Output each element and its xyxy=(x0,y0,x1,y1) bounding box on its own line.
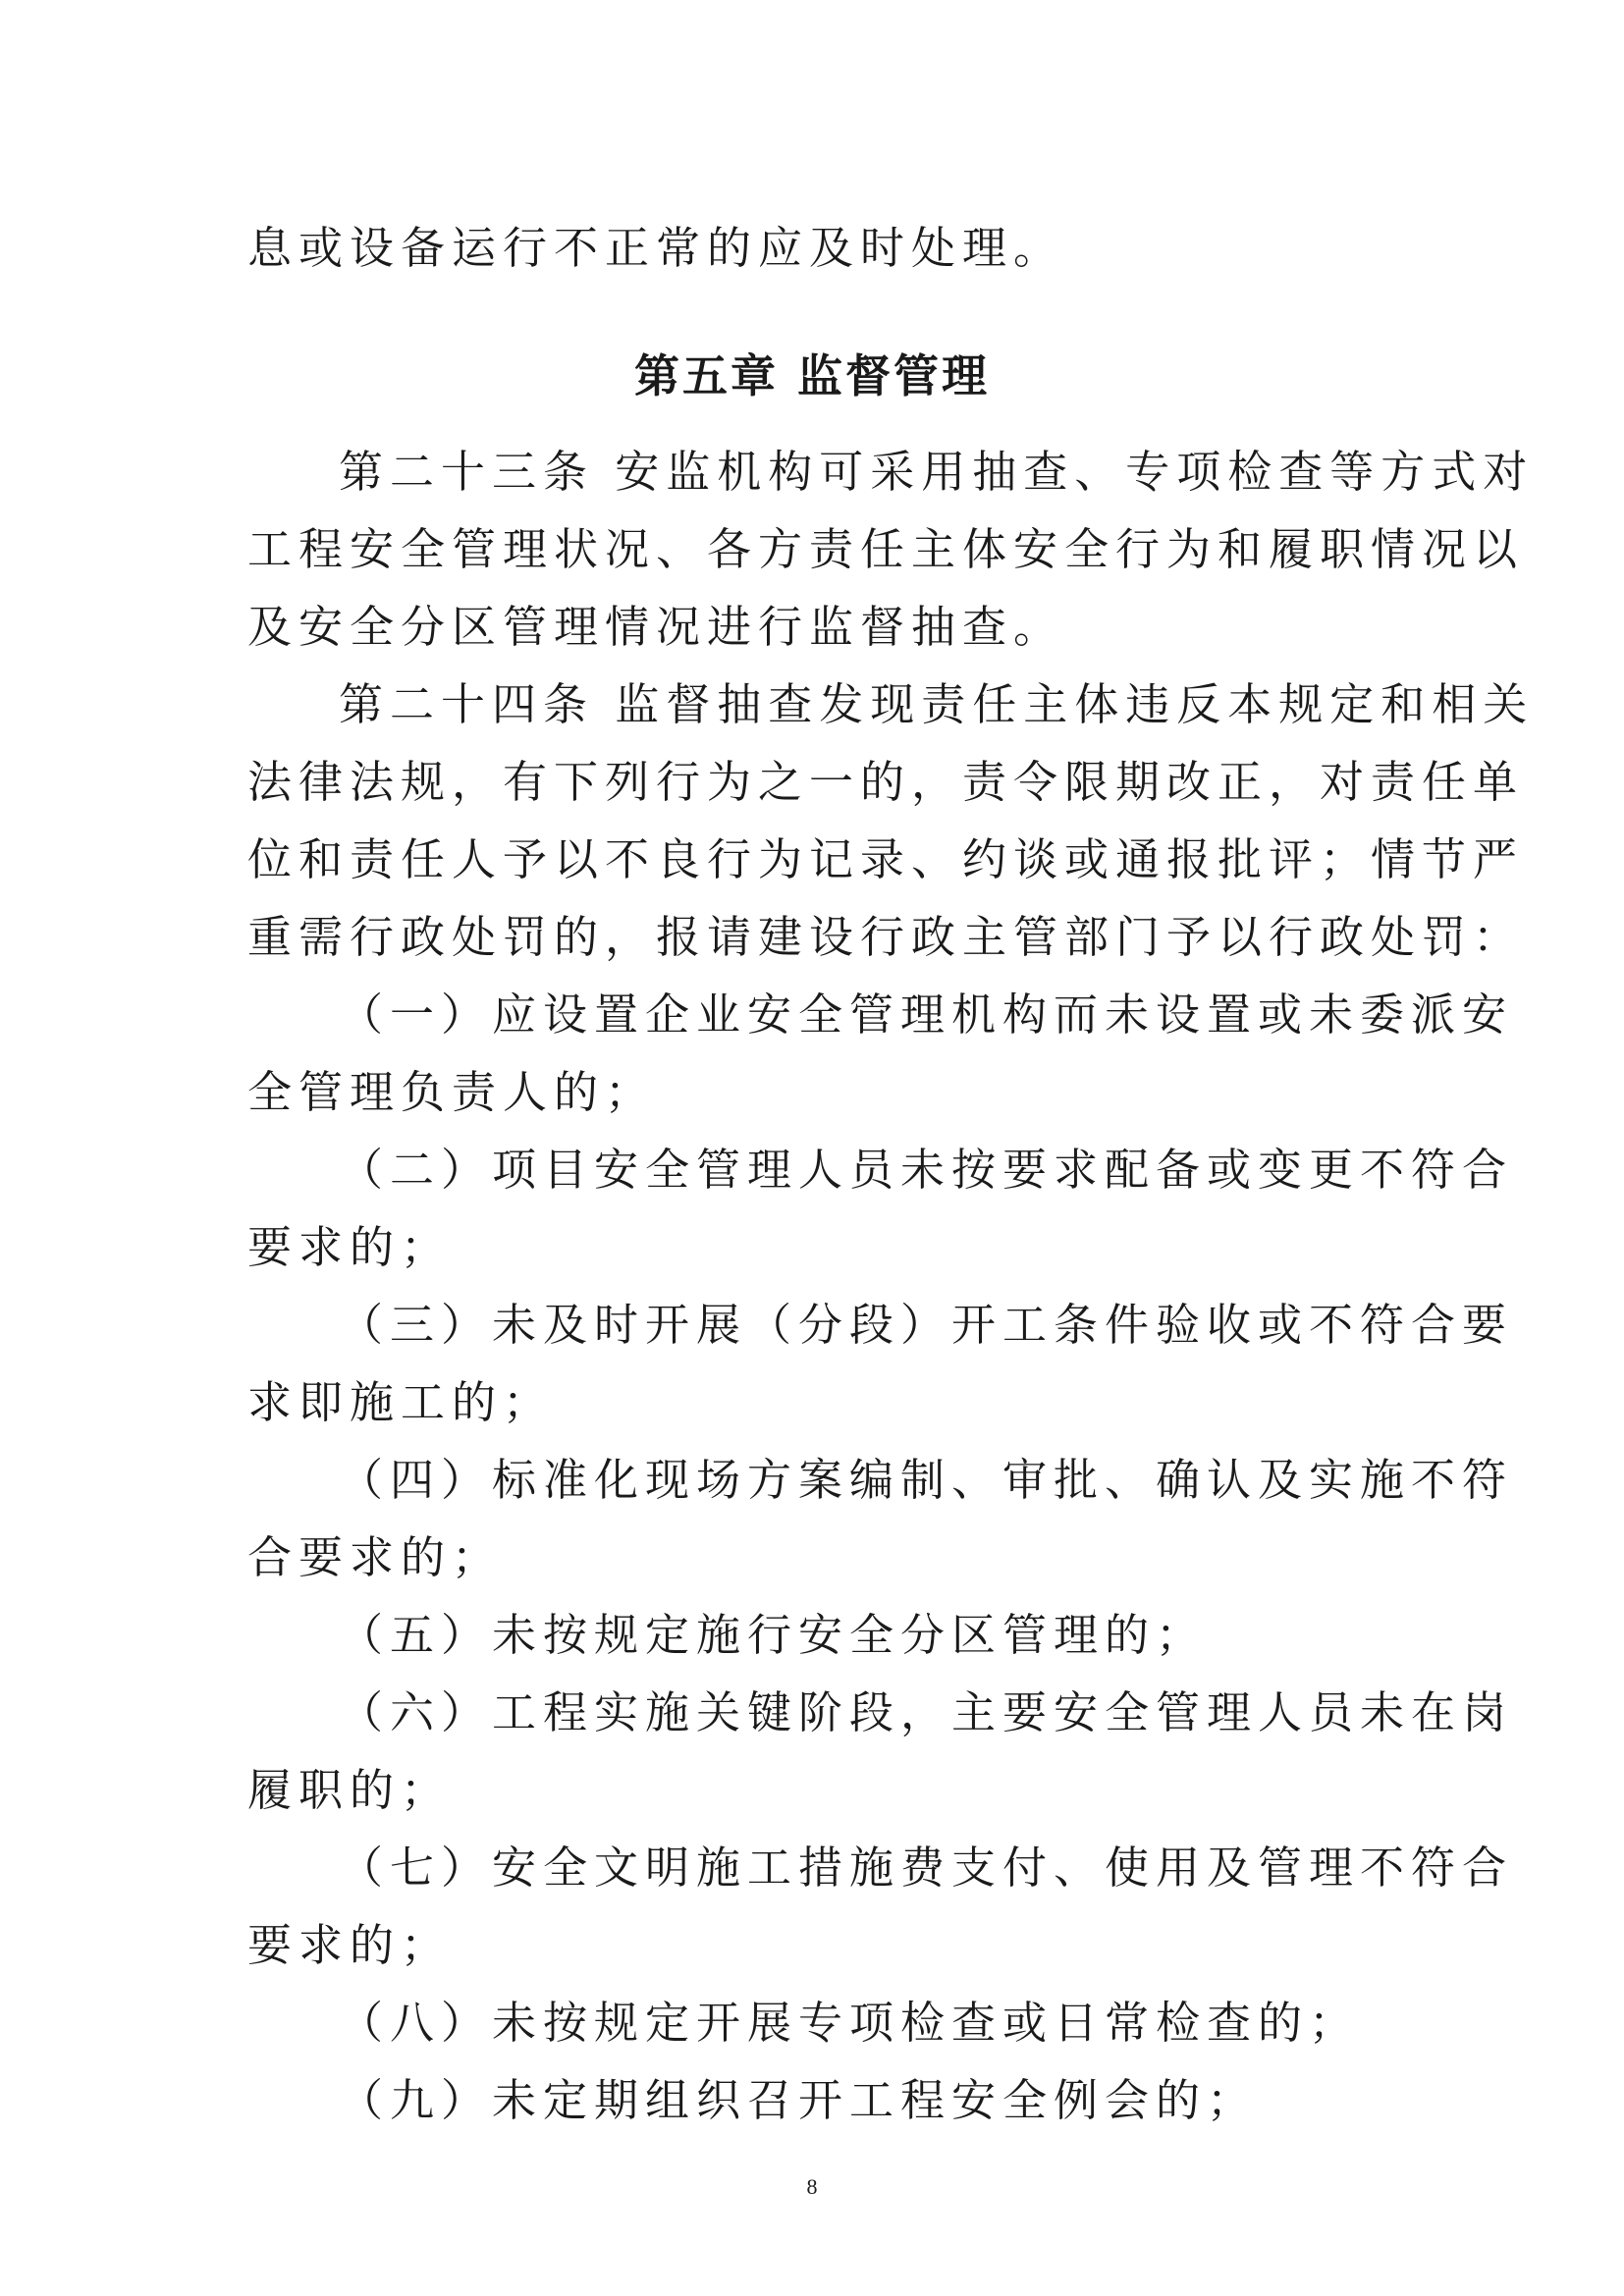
list-item-6: （六）工程实施关键阶段，主要安全管理人员未在岗 xyxy=(339,1686,1514,1738)
list-item-8: （八）未按规定开展专项检查或日常检查的； xyxy=(339,1997,1361,2049)
text-line: 息或设备运行不正常的应及时处理。 xyxy=(247,222,1065,274)
text-line: 工程安全管理状况、各方责任主体安全行为和履职情况以 xyxy=(247,523,1525,575)
text-line: 及安全分区管理情况进行监督抽查。 xyxy=(247,601,1065,653)
list-item-1: （一）应设置企业安全管理机构而未设置或未委派安 xyxy=(339,988,1514,1041)
list-item-4: （四）标准化现场方案编制、审批、确认及实施不符 xyxy=(339,1454,1514,1506)
article-24-start: 第二十四条 监督抽查发现责任主体违反本规定和相关 xyxy=(339,678,1535,730)
text-line: 履职的； xyxy=(247,1764,453,1816)
list-item-5: （五）未按规定施行安全分区管理的； xyxy=(339,1609,1208,1661)
text-line: 重需行政处罚的，报请建设行政主管部门予以行政处罚： xyxy=(247,911,1525,963)
text-line: 位和责任人予以不良行为记录、约谈或通报批评；情节严 xyxy=(247,833,1525,885)
text-line: 合要求的； xyxy=(247,1531,504,1583)
text-line: 法律法规，有下列行为之一的，责令限期改正，对责任单 xyxy=(247,756,1525,808)
list-item-3: （三）未及时开展（分段）开工条件验收或不符合要 xyxy=(339,1299,1514,1351)
page-number: 8 xyxy=(806,2174,818,2199)
list-item-7: （七）安全文明施工措施费支付、使用及管理不符合 xyxy=(339,1842,1514,1894)
list-item-2: （二）项目安全管理人员未按要求配备或变更不符合 xyxy=(339,1144,1514,1196)
text-line: 要求的； xyxy=(247,1221,453,1273)
article-23-start: 第二十三条 安监机构可采用抽查、专项检查等方式对 xyxy=(339,446,1535,498)
chapter-heading: 第五章 监督管理 xyxy=(633,349,990,402)
text-line: 求即施工的； xyxy=(247,1376,555,1428)
text-line: 全管理负责人的； xyxy=(247,1066,657,1118)
text-line: 要求的； xyxy=(247,1919,453,1971)
list-item-9: （九）未定期组织召开工程安全例会的； xyxy=(339,2074,1259,2126)
